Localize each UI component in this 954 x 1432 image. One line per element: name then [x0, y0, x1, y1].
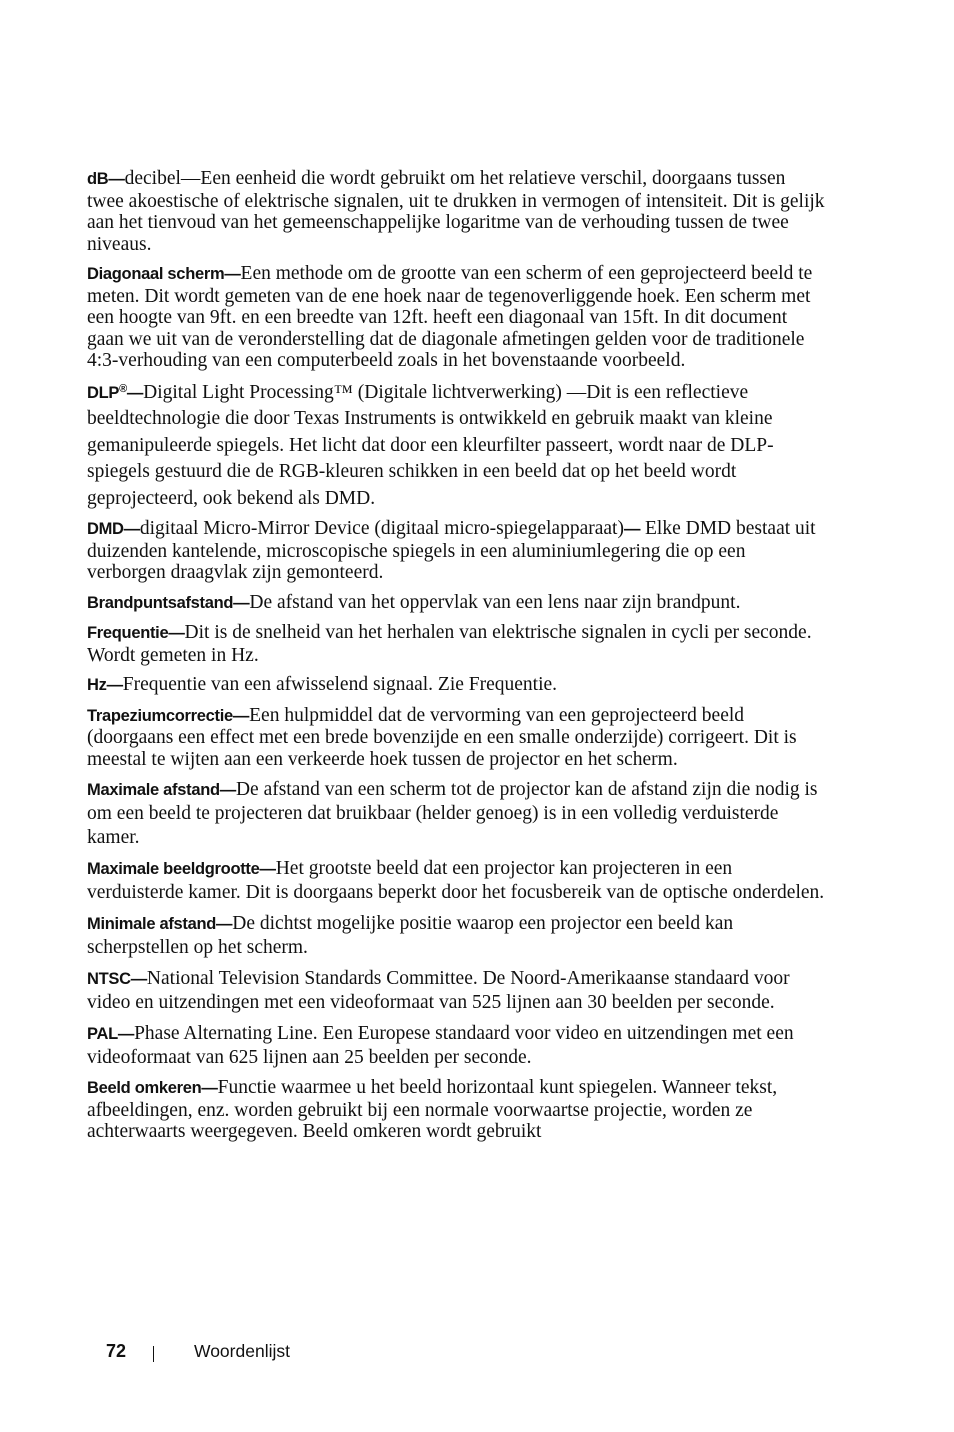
glossary-entry-minimale-afstand — [87, 912, 825, 960]
glossary-entry-trapeziumcorrectie — [87, 705, 825, 771]
registered-mark: ® — [119, 382, 127, 395]
glossary-entry-ntsc — [87, 967, 825, 1015]
glossary-term: dB— — [87, 170, 125, 188]
glossary-definition-dash: — — [623, 520, 641, 538]
glossary-entry-dmd — [87, 518, 825, 584]
glossary-definition: Digital Light Processing™ (Digitale lichtverwerking) —Dit is een reflectieve beeldtechnologie die door Texas Instruments is ontwikkeld en gebruik maakt van kleine gemanipuleerde spiegels. Het licht dat door een kleurfilter passeert, wordt naar de DLP-spiegels gestuurd die de RGB-kleuren schikken in een beeld dat op het beeld wordt geprojecteerd, ook bekend als DMD. — [87, 381, 774, 509]
glossary-definition: De afstand van een scherm tot de projector kan de afstand zijn die nodig is om een beeld te projecteren dat bruikbaar (helder genoeg) is in een volledig verduisterde kamer. — [87, 779, 818, 848]
glossary-definition: Dit is de snelheid van het herhalen van elektrische signalen in cycli per seconde. Wordt gemeten in Hz. — [87, 622, 812, 666]
glossary-term: Maximale beeldgrootte— — [87, 860, 276, 878]
glossary-term: PAL— — [87, 1025, 135, 1043]
glossary-term: DMD— — [87, 520, 140, 538]
glossary-term: Hz— — [87, 676, 123, 694]
glossary-definition: De afstand van het oppervlak van een lens naar zijn brandpunt. — [249, 591, 741, 613]
glossary-definition: decibel—Een eenheid die wordt gebruikt om het relatieve verschil, doorgaans tussen twee akoestische of elektrische signalen, uit te drukken in vermogen of intensiteit. Dit is gelijk aan het tienvoud van het gemeenschappelijke logaritme van de verhouding tussen de twee niveaus. — [87, 168, 825, 255]
glossary-term: Minimale afstand— — [87, 915, 233, 933]
glossary-term: Frequentie— — [87, 624, 185, 642]
glossary-term: Beeld omkeren— — [87, 1079, 218, 1097]
glossary-content — [87, 168, 825, 1151]
glossary-definition: National Television Standards Committee. De Noord-Amerikaanse standaard voor video en uitzendingen met een videoformaat van 525 lijnen aan 30 beelden per seconde. — [87, 968, 790, 1013]
glossary-definition: De dichtst mogelijke positie waarop een projector een beeld kan scherpstellen op het scherm. — [87, 913, 734, 958]
glossary-definition: Een methode om de grootte van een scherm of een geprojecteerd beeld te meten. Dit wordt gemeten van de ene hoek naar de tegenoverliggende hoek. Een scherm met een hoogte van 9ft. en een breedte van 12ft. heeft een diagonaal van 15ft. In dit document gaan we uit van de veronderstelling dat de diagonale afmetingen gelden voor de traditionele 4:3-verhouding van een computerbeeld zoals in het bovenstaande voorbeeld. — [87, 263, 813, 371]
glossary-entry-brandpuntsafstand — [87, 592, 825, 615]
glossary-term: Brandpuntsafstand— — [87, 593, 250, 612]
page-footer — [106, 1338, 290, 1364]
glossary-term: Trapeziumcorrectie— — [87, 706, 250, 725]
glossary-definition-pre: digitaal Micro-Mirror Device (digitaal micro-spiegelapparaat) — [139, 518, 624, 539]
page-number: 72 — [106, 1340, 127, 1361]
glossary-definition: Functie waarmee u het beeld horizontaal kunt spiegelen. Wanneer tekst, afbeeldingen, enz. worden gebruikt bij een normale voorwaartse projectie, worden ze achterwaarts weergegeven. Beeld omkeren wordt gebruikt — [87, 1077, 778, 1142]
glossary-definition: Elke DMD bestaat uit duizenden kantelende, microscopische spiegels in een aluminiumlegering die op een verborgen draagvlak zijn gemonteerd. — [87, 518, 816, 583]
glossary-entry-maximale-beeldgrootte — [87, 857, 825, 905]
glossary-entry-hz — [87, 674, 825, 697]
glossary-entry-maximale-afstand — [87, 778, 825, 850]
glossary-definition: Frequentie van een afwisselend signaal. Zie Frequentie. — [122, 674, 558, 695]
footer-divider — [153, 1346, 154, 1362]
glossary-term: Diagonaal scherm— — [87, 265, 241, 283]
glossary-entry-diagonaal-scherm — [87, 263, 825, 372]
glossary-entry-pal — [87, 1022, 825, 1070]
glossary-entry-frequentie — [87, 622, 825, 666]
glossary-entry-db — [87, 168, 825, 255]
footer-section-title: Woordenlijst — [194, 1340, 290, 1361]
glossary-term: Maximale afstand— — [87, 781, 236, 799]
glossary-term-dash: — — [126, 383, 144, 402]
glossary-term-text: DLP — [87, 383, 120, 402]
glossary-definition: Een hulpmiddel dat de vervorming van een geprojecteerd beeld (doorgaans een effect met een brede bovenzijde en een smalle onderzijde) corrigeert. Dit is meestal te wijten aan een verkeerde hoek tussen de projector en het scherm. — [87, 704, 797, 770]
glossary-definition: Het grootste beeld dat een projector kan projecteren in een verduisterde kamer. Dit is doorgaans beperkt door het focusbereik van de optische onderdelen. — [87, 858, 825, 903]
glossary-term — [87, 384, 143, 402]
glossary-term: NTSC— — [87, 970, 147, 988]
glossary-entry-beeld-omkeren — [87, 1077, 825, 1143]
glossary-entry-dlp — [87, 380, 825, 513]
glossary-definition: Phase Alternating Line. Een Europese standaard voor video en uitzendingen met een videoformaat van 625 lijnen aan 25 beelden per seconde. — [87, 1023, 794, 1068]
